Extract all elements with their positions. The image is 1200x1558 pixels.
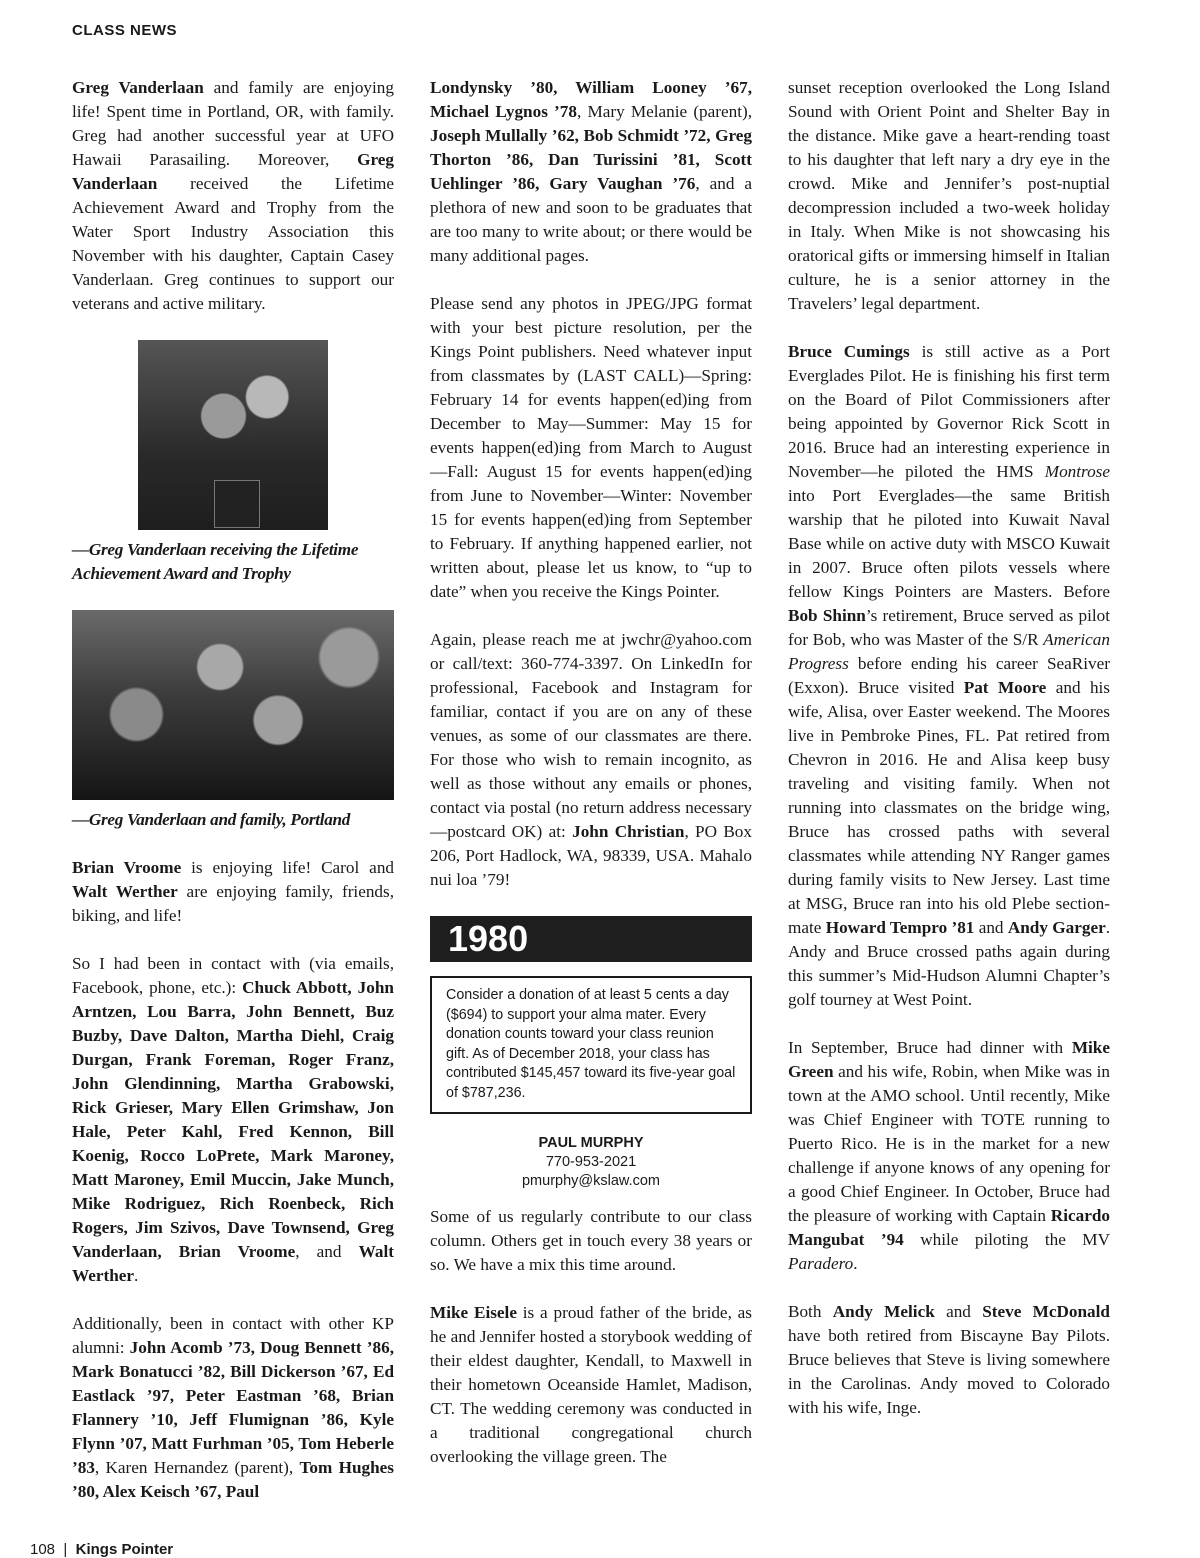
name-bold: Andy Garger [1007, 918, 1106, 937]
text: . [853, 1254, 858, 1273]
name-bold: Walt Werther [72, 882, 178, 901]
text: Again, please reach me at jwchr@yahoo.com or call/text: 360-774-3397. On LinkedIn for professional, Facebook and Instagram for familiar, contact if you are on any of these venues, as some of our classmates are there. For those who wish to remain incognito, as well as those without any emails or phones, contact via postal (no return address necessary—postcard OK) at: [430, 630, 752, 841]
page-footer [30, 1541, 173, 1558]
paragraph-bruce-cumings [788, 340, 1110, 1012]
footer-separator: | [63, 1541, 68, 1558]
ship-name: Montrose [1044, 462, 1110, 481]
paragraph-mike-green [788, 1036, 1110, 1276]
names-bold: Joseph Mullally ’62, Bob Schmidt ’72, Greg Thorton ’86, Dan Turissini ’81, Scott Uehlinger ’86, Gary Vaughan ’76 [430, 126, 752, 193]
award-plaque [214, 480, 260, 528]
text: . [134, 1266, 139, 1285]
photo-award [138, 340, 328, 530]
paragraph-greg-vanderlaan [72, 76, 394, 316]
text: while piloting the MV [903, 1230, 1110, 1249]
text: , Karen Hernandez (parent), [94, 1458, 300, 1477]
paragraph-intro-1980: Some of us regularly contribute to our class column. Others get in touch every 38 years or so. We have a mix this time around. [430, 1207, 752, 1274]
name-bold: Mike Eisele [430, 1303, 517, 1322]
text: is still active as a Port Everglades Pilot. He is finishing his first term on the Board of Pilot Commissioners after being appointed by Governor Rick Scott in 2016. Bruce had an interesting experience in November—he piloted the HMS [788, 342, 1110, 481]
column-2 [430, 76, 752, 1493]
photo-caption-family: —Greg Vanderlaan and family, Portland [72, 810, 351, 829]
name-bold: Bob Shinn [788, 606, 866, 625]
name-bold: Pat Moore [963, 678, 1047, 697]
names-bold: John Acomb ’73, Doug Bennett ’86, Mark Bonatucci ’82, Bill Dickerson ’67, Ed Eastlack ’97, Peter Eastman ’68, Brian Flannery ’10, Jeff Flumignan ’86, Kyle Flynn ’07, Matt Furhman ’05, Tom Heberle ’83 [72, 1338, 394, 1477]
text: Additionally, been in contact with other KP alumni: [72, 1314, 394, 1357]
column-3 [788, 76, 1110, 1444]
contact-name: PAUL MURPHY [538, 1135, 644, 1151]
ship-name: Paradero [788, 1254, 854, 1273]
paragraph-mike-eisele [430, 1301, 752, 1469]
ship-name: American Progress [788, 630, 1110, 673]
text: So I had been in contact with (via emails, Facebook, phone, etc.): [72, 954, 394, 997]
name-bold: Andy Melick [832, 1302, 935, 1321]
text: and [974, 918, 1008, 937]
name-bold: Greg Vanderlaan [72, 150, 394, 193]
page-number: 108 [30, 1541, 56, 1558]
contact-phone: 770-953-2021 [545, 1154, 637, 1170]
text: are enjoying family, friends, biking, and life! [72, 882, 394, 925]
paragraph-contact-info [430, 628, 752, 892]
name-bold: Brian Vroome [72, 858, 182, 877]
name-bold: Ricardo Mangubat ’94 [788, 1206, 1110, 1249]
names-bold: Tom Hughes ’80, Alex Keisch ’67, Paul [72, 1458, 394, 1501]
name-bold: Walt Werther [72, 1242, 394, 1285]
text: , Mary Melanie (parent), [576, 102, 753, 121]
names-bold: Chuck Abbott, John Arntzen, Lou Barra, John Bennett, Buz Buzby, Dave Dalton, Martha Diehl, Craig Durgan, Frank Foreman, Roger Franz, John Glendinning, Martha Grabowski, Rick Grieser, Mary Ellen Grimshaw, Jon Hale, Peter Kahl, Fred Kennon, Bill Koenig, Rocco LoPrete, Mark Maroney, Matt Maroney, Emil Muccin, Jake Munch, Mike Rodriguez, Rich Roenbeck, Rich Rogers, Jim Szivos, Dave Townsend, Greg Vanderlaan, Brian Vroome [72, 978, 394, 1261]
text: and [934, 1302, 983, 1321]
photo-caption-award: —Greg Vanderlaan receiving the Lifetime Achievement Award and Trophy [72, 540, 359, 583]
text: , and a plethora of new and soon to be graduates that are too many to write about; or there would be many additional pages. [430, 174, 752, 265]
text: In September, Bruce had dinner with [788, 1038, 1072, 1057]
paragraph-kp-alumni [72, 1312, 394, 1504]
name-bold: Howard Tempro ’81 [825, 918, 975, 937]
contact-email: pmurphy@kslaw.com [521, 1173, 660, 1189]
text: ’s retirement, Bruce served as pilot for Bob, who was Master of the S/R [788, 606, 1110, 649]
name-bold: Greg Vanderlaan [72, 78, 204, 97]
text: before ending his career SeaRiver (Exxon). Bruce visited [788, 654, 1110, 697]
name-bold: Mike Green [788, 1038, 1110, 1081]
paragraph-wedding-cont: sunset reception overlooked the Long Island Sound with Orient Point and Shelter Bay in the distance. Mike gave a heart-rending toast to his daughter that left nary a dry eye in the crowd. Mike and Jennifer’s post-nuptial decompression included a two-week holiday in Italy. When Mike is not showcasing his oratorical gifts or immersing himself in Italian culture, he is a senior attorney in the Travelers’ legal department. [788, 78, 1110, 313]
text: and his wife, Alisa, over Easter weekend. The Moores live in Pembroke Pines, FL. Pat retired from Chevron in 2016. He and Alisa keep busy traveling and visiting family. When not running into classmates on the bridge wing, Bruce has crossed paths with several classmates while attending NY Ranger games during family visits to New Jersey. Last time at MSG, Bruce ran into his old Plebe section-mate [788, 678, 1110, 937]
paragraph-alumni-cont [430, 76, 752, 268]
text: into Port Everglades—the same British warship that he piloted into Kuwait Naval Base while on active duty with MSCO Kuwait in 2007. Bruce often pilots vessels where fellow Kings Pointers are Masters. Before [788, 486, 1110, 601]
photo-family [72, 610, 394, 800]
paragraph-contacts [72, 952, 394, 1288]
publication-name: Kings Pointer [75, 1541, 174, 1558]
donation-box: Consider a donation of at least 5 cents a day ($694) to support your alma mater. Every donation counts toward your class reunion gift. As of December 2018, your class has contributed $145,457 toward its five-year goal of $787,236. [430, 976, 752, 1114]
text: and family are enjoying life! Spent time in Portland, OR, with family. Greg had another successful year at UFO Hawaii Parasailing. Moreover, [72, 78, 394, 169]
class-contact [430, 1134, 752, 1191]
section-header: CLASS NEWS [72, 22, 178, 39]
text: is enjoying life! Carol and [181, 858, 395, 877]
text: Both [788, 1302, 833, 1321]
paragraph-photo-deadlines: Please send any photos in JPEG/JPG format with your best picture resolution, per the Kings Point publishers. Need whatever input from classmates by (LAST CALL)—Spring: February 14 for events happen(ed)ing from December to May—Summer: May 15 for events happen(ed)ing from March to August—Fall: August 15 for events happen(ed)ing from June to November—Winter: November 15 for events happen(ed)ing from September to February. If anything happened earlier, not written about, please let us know, to “up to date” when you receive the Kings Pointer. [430, 294, 752, 601]
name-bold: John Christian [572, 822, 685, 841]
name-bold: Bruce Cumings [788, 342, 910, 361]
text: have both retired from Biscayne Bay Pilots. Bruce believes that Steve is living somewhere in the Carolinas. Andy moved to Colorado with his wife, Inge. [788, 1326, 1110, 1417]
paragraph-melick-mcdonald [788, 1300, 1110, 1420]
text: and his wife, Robin, when Mike was in town at the AMO school. Until recently, Mike was Chief Engineer with TOTE running to Puerto Rico. He is in the market for a new challenge if anyone knows of any opening for a good Chief Engineer. In October, Bruce had the pleasure of working with Captain [788, 1062, 1110, 1225]
class-year-banner: 1980 [430, 916, 752, 962]
text: , PO Box 206, Port Hadlock, WA, 98339, USA. Mahalo nui loa ’79! [430, 822, 752, 889]
name-bold: Steve McDonald [982, 1302, 1110, 1321]
column-1 [72, 76, 394, 1528]
text: , and [295, 1242, 359, 1261]
text: is a proud father of the bride, as he and Jennifer hosted a storybook wedding of their eldest daughter, Kendall, to Maxwell in their hometown Oceanside Hamlet, Madison, CT. The wedding ceremony was conducted in a traditional congregational church overlooking the village green. The [430, 1303, 752, 1466]
text: . Andy and Bruce crossed paths again during this summer’s Mid-Hudson Alumni Chapter’s golf tourney at West Point. [788, 918, 1110, 1009]
names-bold: Londynsky ’80, William Looney ’67, Michael Lygnos ’78 [430, 78, 752, 121]
text: received the Lifetime Achievement Award and Trophy from the Water Sport Industry Association this November with his daughter, Captain Casey Vanderlaan. Greg continues to support our veterans and active military. [72, 174, 394, 313]
paragraph-brian-vroome [72, 856, 394, 928]
